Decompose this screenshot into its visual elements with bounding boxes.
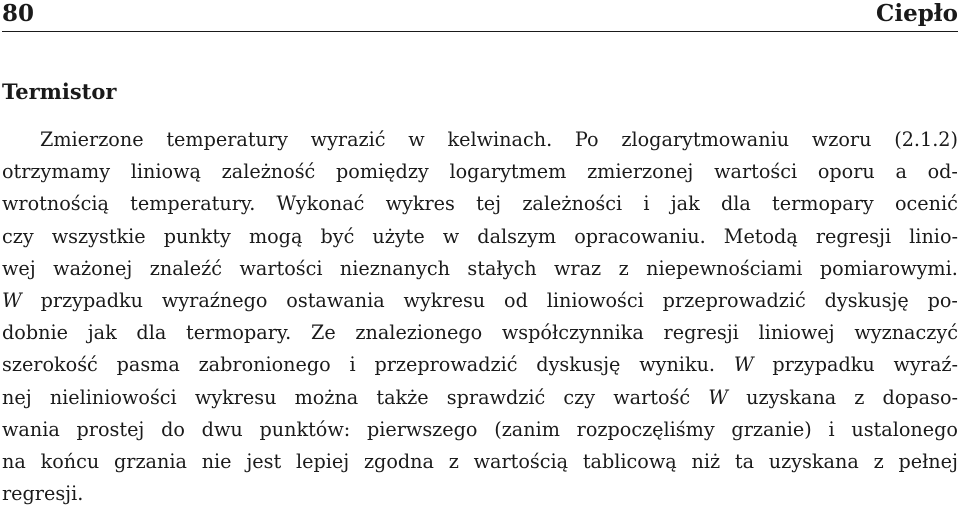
word: nieznanych (339, 256, 450, 280)
word: wyniku. (639, 353, 716, 377)
word: a (895, 160, 907, 184)
word: po- (927, 288, 958, 312)
word: przypadku (772, 353, 875, 377)
word: pełnej (898, 449, 958, 473)
word: uzyskana (768, 449, 859, 473)
word: stałych (467, 256, 537, 280)
word: Wykonać (276, 192, 365, 216)
word: rozpoczęliśmy (576, 417, 715, 441)
word: tej (476, 192, 502, 216)
word: liniowości (546, 288, 644, 312)
word: Po (574, 128, 599, 151)
word: czy (563, 385, 596, 409)
running-header (2, 0, 958, 32)
word: termopary. (186, 321, 292, 345)
word: nej (2, 385, 32, 409)
word: wyznaczyć (854, 321, 958, 345)
word: opracowaniu. (574, 224, 706, 248)
word: nie (201, 449, 232, 473)
word: można (294, 385, 359, 409)
word: W (2, 288, 22, 312)
word: od (504, 288, 528, 312)
word: grzanie) (731, 417, 812, 441)
word: Metodą (723, 224, 798, 248)
word: regresji (815, 224, 892, 248)
word: pomiarowymi. (819, 256, 958, 280)
paragraph-line (2, 385, 958, 417)
word: od- (927, 160, 958, 184)
word: współczynnika (501, 321, 644, 345)
word: wyraź- (893, 353, 958, 377)
paragraph-line (2, 288, 958, 320)
paragraph-line (2, 417, 958, 449)
word: wyraźnego (161, 288, 268, 312)
word: punktów: (259, 417, 351, 441)
word: jak (670, 192, 700, 216)
word: (2.1.2) (894, 128, 958, 151)
word: dyskusję (824, 288, 909, 312)
word: nieliniowości (49, 385, 177, 409)
paragraph-line (2, 352, 958, 384)
word: dla (136, 321, 167, 345)
paragraph-line (2, 481, 958, 513)
word: pierwszego (366, 417, 478, 441)
word: i (349, 353, 356, 377)
paragraph-line (2, 159, 958, 191)
word: niż (691, 449, 721, 473)
word: pomiędzy (336, 160, 429, 184)
word: mogą (248, 224, 303, 248)
word: ostawania (286, 288, 385, 312)
word: przypadku (40, 288, 144, 312)
word: grzania (113, 449, 187, 473)
word: wraz (553, 256, 602, 280)
word: wzoru (811, 128, 872, 151)
word: dwu (201, 417, 243, 441)
word: wartości (714, 160, 798, 184)
word: sprawdzić (446, 385, 546, 409)
word: dyskusję (536, 353, 621, 377)
word: W (708, 385, 728, 409)
word: zależność (221, 160, 316, 184)
word: wartości (239, 256, 323, 280)
word: wrotnością (2, 192, 109, 216)
body-paragraph (2, 127, 958, 513)
paragraph-line (2, 224, 958, 256)
word: ważonej (53, 256, 133, 280)
section-title: Termistor (2, 79, 117, 104)
word: przeprowadzić (662, 288, 806, 312)
word: wartość (613, 385, 691, 409)
word: na (2, 449, 26, 473)
word: czy (2, 224, 34, 248)
header-rule (2, 31, 958, 32)
page-number: 80 (2, 0, 35, 27)
word: (zanim (494, 417, 560, 441)
word: znalezionego (355, 321, 483, 345)
word: z (448, 449, 459, 473)
chapter-title: Ciepło (876, 0, 958, 27)
word: być (320, 224, 355, 248)
word: regresji (663, 321, 739, 345)
paragraph-line (2, 127, 958, 159)
word: liniowej (758, 321, 835, 345)
word: logarytmem (449, 160, 567, 184)
paragraph-line (2, 191, 958, 223)
word: ta (734, 449, 755, 473)
word: i (643, 192, 650, 216)
paragraph-line (2, 449, 958, 481)
word: zależności (522, 192, 623, 216)
word: z (873, 449, 884, 473)
word: w (442, 224, 460, 248)
word: Zmierzone (40, 128, 144, 151)
word: temperatury. (130, 192, 256, 216)
word: z (854, 385, 865, 409)
word: wykresu (403, 288, 486, 312)
word: także (376, 385, 429, 409)
word: lepiej (295, 449, 350, 473)
word: znaleźć (149, 256, 223, 280)
word: ocenić (894, 192, 958, 216)
word: termopary (772, 192, 874, 216)
word: temperatury (166, 128, 288, 151)
word: użyte (372, 224, 425, 248)
word: dopaso- (882, 385, 958, 409)
word: linio- (909, 224, 958, 248)
word: wykresu (194, 385, 277, 409)
word: otrzymamy (2, 160, 111, 184)
word: ustalonego (851, 417, 958, 441)
word: końcu (40, 449, 100, 473)
paragraph-line (2, 320, 958, 352)
word: zlogarytmowaniu (621, 128, 790, 151)
word: zmierzonej (587, 160, 694, 184)
paragraph-line (2, 256, 958, 288)
word: wania (2, 417, 60, 441)
word: w (408, 128, 425, 151)
word: przeprowadzić (374, 353, 518, 377)
word: jak (87, 321, 117, 345)
word: wszystkie (51, 224, 146, 248)
word: z (618, 256, 629, 280)
word: i (828, 417, 835, 441)
word: pasma (116, 353, 180, 377)
word: jest (246, 449, 282, 473)
word: prostej (76, 417, 145, 441)
word: niepewnościami (646, 256, 803, 280)
word: punkty (163, 224, 231, 248)
word: zabronionego (198, 353, 331, 377)
word: W (733, 353, 754, 377)
word: szerokość (2, 353, 98, 377)
word: Ze (311, 321, 336, 345)
word: dla (720, 192, 751, 216)
word: regresji. (2, 482, 84, 506)
word: zgodna (363, 449, 434, 473)
word: dalszym (477, 224, 557, 248)
word: dobnie (2, 321, 68, 345)
word: wartością (473, 449, 569, 473)
word: wej (2, 256, 36, 280)
word: uzyskana (746, 385, 837, 409)
word: liniową (130, 160, 201, 184)
word: oporu (817, 160, 875, 184)
word: do (161, 417, 185, 441)
word: wyrazić (310, 128, 386, 151)
word: kelwinach. (447, 128, 553, 151)
word: tablicową (582, 449, 677, 473)
word: wykres (385, 192, 455, 216)
